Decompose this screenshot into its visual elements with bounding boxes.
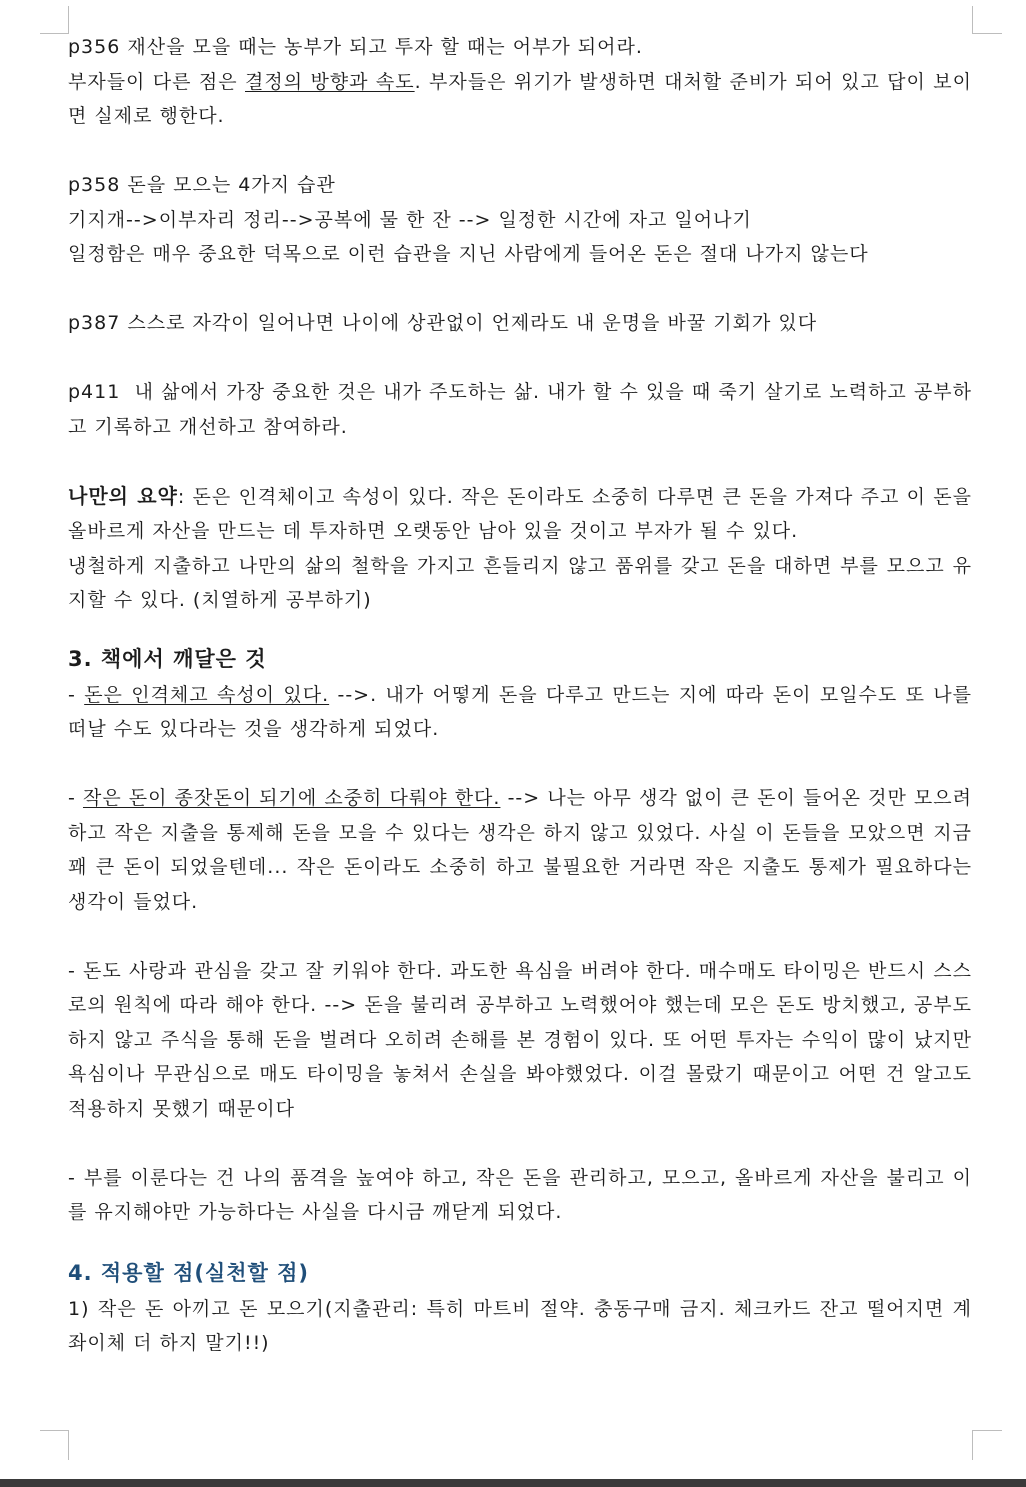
p356-line1: p356 재산을 모을 때는 농부가 되고 투자 할 때는 어부가 되어라. (68, 36, 643, 58)
section3-item3: - 돈도 사랑과 관심을 갖고 잘 키워야 한다. 과도한 욕심을 버려야 한다. 매수매도 타이밍은 반드시 스스로의 원칙에 따라 해야 한다. --> 돈을 불리려 공부하고 노력했어야 했는데 모은 돈도 방치했고, 공부도 하지 않고 주식을 통해 돈을 벌려다 오히려 손해를 본 경험이 있다. 또 어떤 투자는 수익이 많이 났지만 욕심이나 무관심으로 매도 타이밍을 놓쳐서 손실을 봐야했었다. 이걸 몰랐기 때문이고 어떤 건 알고도 적용하지 못했기 때문이다 (68, 959, 972, 1120)
section3-item1-underline: 돈은 인격체고 속성이 있다. (84, 683, 330, 706)
summary-text1: : 돈은 인격체이고 속성이 있다. 작은 돈이라도 소중히 다루면 큰 돈을 가져다 주고 이 돈을 올바르게 자산을 만드는 데 투자하면 오랫동안 남아 있을 것이고 부자가 될 수 있다. (68, 485, 972, 542)
summary-label: 나만의 요약 (68, 483, 178, 508)
summary-text2: 냉철하게 지출하고 나만의 삶의 철학을 가지고 흔들리지 않고 품위를 갖고 돈을 대하면 부를 모으고 유지할 수 있다. (치열하게 공부하기) (68, 554, 972, 611)
p358-title: p358 돈을 모으는 4가지 습관 (68, 174, 336, 196)
crop-mark-top-right (972, 6, 973, 34)
p411-text: p411 내 삶에서 가장 중요한 것은 내가 주도하는 삶. 내가 할 수 있을 때 죽기 살기로 노력하고 공부하고 기록하고 개선하고 참여하라. (68, 381, 972, 438)
spacer (68, 444, 972, 479)
section3-heading: 3. 책에서 깨달은 것 (68, 646, 267, 671)
p358-habits: 기지개-->이부자리 정리-->공복에 물 한 잔 --> 일정한 시간에 자고 일어나기 (68, 208, 752, 231)
spacer (68, 272, 972, 307)
dash: - (68, 683, 85, 706)
dash: - (68, 787, 83, 809)
spacer (68, 134, 972, 169)
p358-note: 일정함은 매우 중요한 덕목으로 이런 습관을 지닌 사람에게 들어온 돈은 절대 나가지 않는다 (68, 243, 869, 265)
crop-mark-top-right-h (972, 33, 1002, 34)
spacer (68, 341, 972, 376)
section4-heading: 4. 적용할 점(실천할 점) (68, 1260, 310, 1285)
spacer (68, 1126, 972, 1161)
bottom-bar (0, 1479, 1026, 1487)
p356-line2 (68, 65, 972, 134)
section3-item2 (68, 781, 972, 919)
section3-item1 (68, 678, 972, 747)
crop-mark-bottom-right-h (972, 1430, 1002, 1431)
section3-item2-post: --> 나는 아무 생각 없이 큰 돈이 들어온 것만 모으려 하고 작은 지출을 통제해 돈을 모을 수 있다는 생각은 하지 않고 있었다. 사실 이 돈들을 모았으면 지금 꽤 큰 돈이 되었을텐데... 작은 돈이라도 소중히 하고 불필요한 거라면 작은 지출도 통제가 필요하다는 생각이 들었다. (68, 787, 972, 913)
document-body (68, 30, 972, 1361)
p387-text: p387 스스로 자각이 일어나면 나이에 상관없이 언제라도 내 운명을 바꿀 기회가 있다 (68, 312, 818, 334)
p356-line2-post: . 부자들은 위기가 발생하면 대처할 준비가 되어 있고 답이 보이면 실제로 행한다. (68, 70, 972, 127)
spacer (68, 747, 972, 782)
summary-paragraph (68, 479, 972, 549)
spacer (68, 1230, 972, 1254)
crop-mark-bottom-right (972, 1430, 973, 1460)
p356-underline: 결정의 방향과 속도 (245, 70, 415, 93)
crop-mark-top-left-h (40, 33, 69, 34)
section3-item1-post: -->. 내가 어떻게 돈을 다루고 만드는 지에 따라 돈이 모일수도 또 나를 떠날 수도 있다라는 것을 생각하게 되었다. (68, 683, 972, 740)
spacer (68, 919, 972, 954)
p356-line2-pre: 부자들이 다른 점은 (68, 70, 245, 93)
section3-item4: - 부를 이룬다는 건 나의 품격을 높여야 하고, 작은 돈을 관리하고, 모으고, 올바르게 자산을 불리고 이를 유지해야만 가능하다는 사실을 다시금 깨닫게 되었다. (68, 1166, 972, 1223)
section4-item1: 1) 작은 돈 아끼고 돈 모으기(지출관리: 특히 마트비 절약. 충동구매 금지. 체크카드 잔고 떨어지면 계좌이체 더 하지 말기!!) (68, 1297, 972, 1354)
crop-mark-bottom-left (68, 1430, 69, 1460)
crop-mark-bottom-left-h (40, 1430, 69, 1431)
spacer (68, 618, 972, 640)
section3-item2-underline: 작은 돈이 종잣돈이 되기에 소중히 다뤄야 한다. (82, 787, 501, 809)
